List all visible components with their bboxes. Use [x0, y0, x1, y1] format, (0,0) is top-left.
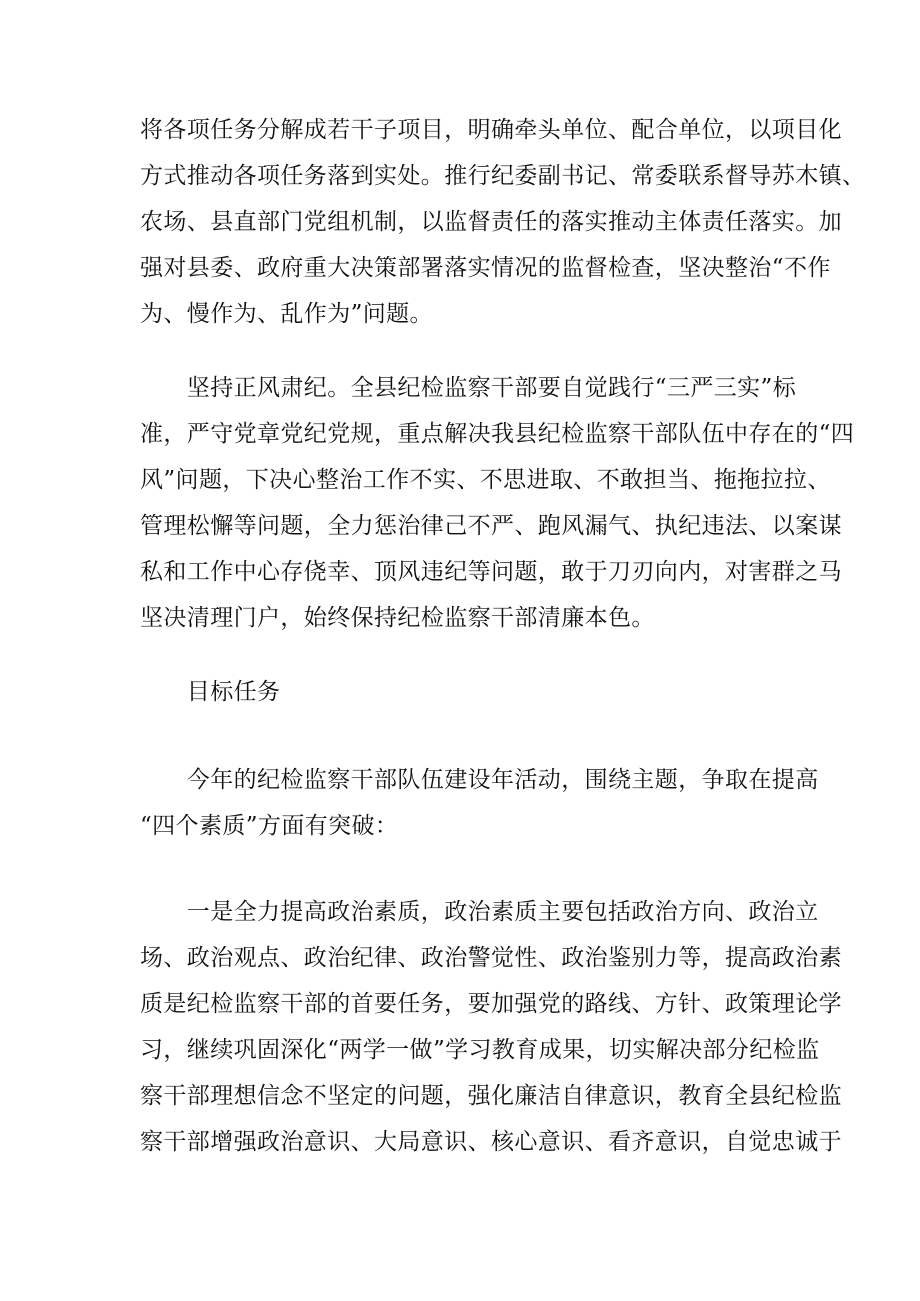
text-line: 方式推动各项任务落到实处。推行纪委副书记、常委联系督导苏木镇、	[140, 163, 866, 189]
text-line: 农场、县直部门党组机制，以监督责任的落实推动主体责任落实。加	[140, 209, 842, 235]
section-heading: 目标任务	[140, 679, 281, 705]
text-line: 察干部增强政治意识、大局意识、核心意识、看齐意识，自觉忠诚于	[140, 1129, 842, 1155]
text-line: 场、政治观点、政治纪律、政治警觉性、政治鉴别力等，提高政治素	[140, 945, 842, 971]
paragraph-annual-activity	[140, 757, 819, 849]
section-heading-goals	[140, 669, 800, 715]
text-line: 察干部理想信念不坚定的问题，强化廉洁自律意识，教育全县纪检监	[140, 1083, 842, 1109]
text-line: 为、慢作为、乱作为”问题。	[140, 301, 433, 327]
paragraph-task-breakdown	[140, 107, 866, 337]
text-line: 管理松懈等问题，全力惩治律己不严、跑风漏气、执纪违法、以案谋	[140, 513, 842, 539]
text-line: 今年的纪检监察干部队伍建设年活动，围绕主题，争取在提高	[140, 767, 819, 793]
paragraph-political-quality	[140, 889, 842, 1165]
text-line: 准，严守党章党纪党规，重点解决我县纪检监察干部队伍中存在的“四	[140, 421, 855, 447]
text-line: 习，继续巩固深化“两学一做”学习教育成果，切实解决部分纪检监	[140, 1037, 820, 1063]
text-line: “四个素质”方面有突破：	[140, 813, 399, 839]
text-line: 强对县委、政府重大决策部署落实情况的监督检查，坚决整治“不作	[140, 255, 831, 281]
text-line: 质是纪检监察干部的首要任务，要加强党的路线、方针、政策理论学	[140, 991, 842, 1017]
text-line: 坚决清理门户，始终保持纪检监察干部清廉本色。	[140, 605, 655, 631]
text-line: 一是全力提高政治素质，政治素质主要包括政治方向、政治立	[140, 899, 819, 925]
text-line: 私和工作中心存侥幸、顶风违纪等问题，敢于刀刃向内，对害群之马	[140, 559, 842, 585]
paragraph-discipline	[140, 365, 855, 641]
text-line: 风”问题，下决心整治工作不实、不思进取、不敢担当、拖拖拉拉、	[140, 467, 831, 493]
text-line: 坚持正风肃纪。全县纪检监察干部要自觉践行“三严三实”标	[140, 375, 797, 401]
text-line: 将各项任务分解成若干子项目，明确牵头单位、配合单位，以项目化	[140, 117, 842, 143]
